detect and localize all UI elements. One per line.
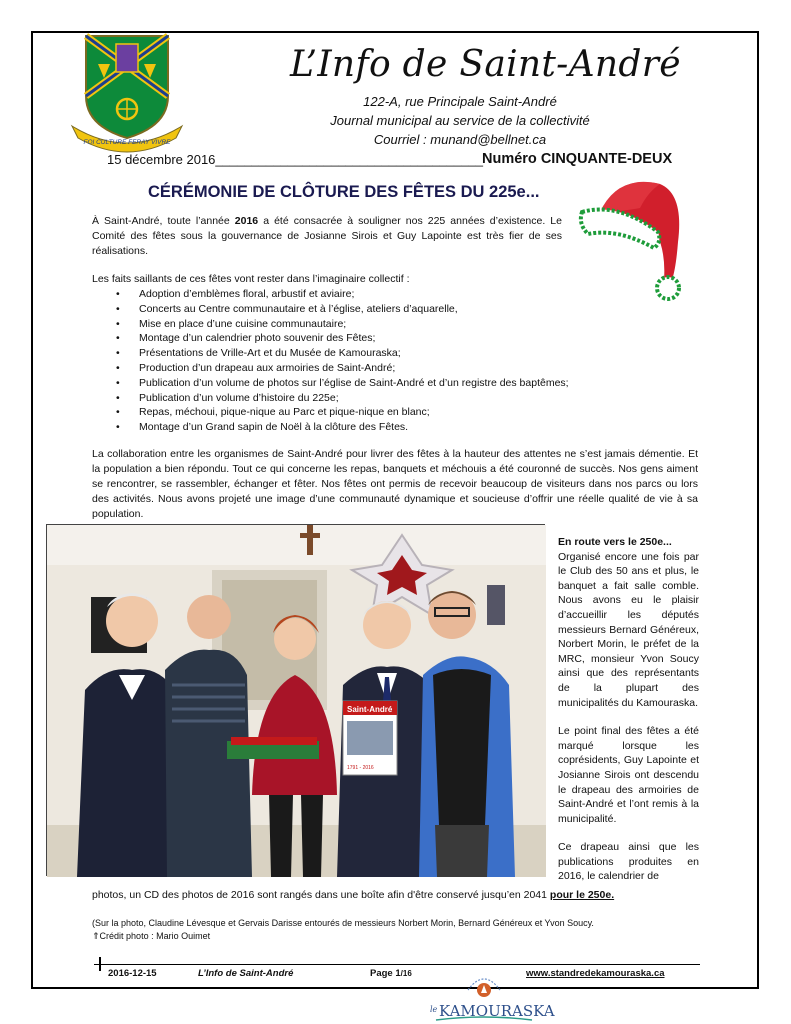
footer-rule-tick [99,957,101,971]
intro-paragraph: À Saint-André, toute l’année 2016 a été consacrée à souligner nos 225 années d’existence. Le Comité des fêtes sous la gouvernance de Josianne Sirois et Guy Lapointe est très fier de ses réalisations. [92,215,562,257]
fact-item: • Présentations de Vrille-Art et du Musée de Kamouraska; [116,346,616,361]
santa-hat-icon [578,172,690,304]
continuation-paragraph: photos, un CD des photos de 2016 sont rangés dans une boîte afin d'être conservé jusqu’en 2041 pour le 250e. [92,889,615,901]
article-heading: CÉRÉMONIE DE CLÔTURE DES FÊTES DU 225e... [148,183,540,201]
fact-item: • Publication d’un volume de photos sur l’église de Saint-André et d’un registre des baptêmes; [116,376,616,391]
svg-text:FOI CULTURE FERAY VIVRE: FOI CULTURE FERAY VIVRE [83,139,171,146]
municipal-crest-icon [68,34,186,154]
tagline: Journal municipal au service de la collectivité [330,113,590,128]
book-years: 1791 - 2016 [347,765,374,771]
newsletter-title: L’Info de Saint-André [290,44,681,85]
facts-intro: Les faits saillants de ces fêtes vont rester dans l’imaginaire collectif : [92,273,410,285]
book-title: Saint-André [347,705,393,714]
photo-caption [92,917,698,943]
logo-prefix: le [430,1005,438,1014]
facts-list [116,287,616,435]
footer-page-number: Page 1/16 [370,968,412,979]
logo-text: KAMOURASKA [439,1002,555,1020]
fact-item: • Repas, méchoui, pique-nique au Parc et pique-nique en blanc; [116,405,616,420]
sidebar-paragraph-3: Ce drapeau ainsi que les publications produites en 2016, le calendrier de [558,841,699,883]
kamouraska-logo-icon [428,972,555,1022]
photo-credit: ⇑Crédit photo : Mario Ouimet [92,931,211,941]
collaboration-paragraph: La collaboration entre les organismes de Saint-André pour livrer des fêtes à la hauteur des attentes ne s’est jamais démentie. Et la population a bien répondu. Tout ce qui concerne les repas, banquets et méchouis a été couronné de succès. Nos gens aiment se rencontrer, se rassembler, échanger et fêter. Nos fêtes ont permis de recevoir beaucoup de visiteurs dans nos parcs ou lors des activités. Nous avons projeté une image d’une communauté dynamique et soucieuse d’offrir une réelle qualité de vie à sa population. [92,448,698,520]
footer-publication-name: L’Info de Saint-André [198,968,294,979]
sidebar-title: En route vers le 250e... [558,536,672,548]
sidebar-column [558,535,699,884]
caption-text: (Sur la photo, Claudine Lévesque et Gervais Darisse entourés de messieurs Norbert Morin, Bernard Généreux et Yvon Soucy. [92,918,594,928]
fact-item: • Publication d’un volume d’histoire du 225e; [116,391,616,406]
issue-date: 15 décembre 2016_____________________________________ [107,152,483,167]
fact-item: • Montage d’un Grand sapin de Noël à la clôture des Fêtes. [116,420,616,435]
fact-item: • Adoption d’emblèmes floral, arbustif et aviaire; [116,287,616,302]
sidebar-paragraph-1: Organisé encore une fois par le Club des 50 ans et plus, le banquet a fait salle comble. Nous avons eu le plaisir d’accueillir les députés messieurs Bernard Généreux, Norbert Morin, le préfet de la MRC, monsieur Yvon Soucy ainsi que des représentants de la plupart des municipalités du Kamouraska. [558,550,699,709]
fact-item: • Concerts au Centre communautaire et à l’église, ateliers d’aquarelle, [116,302,616,317]
email-line: Courriel : munand@bellnet.ca [373,132,547,147]
address-line: 122-A, rue Principale Saint-André [363,94,557,109]
footer-date: 2016-12-15 [108,968,157,979]
ceremony-photo-illustration [47,525,546,877]
issue-number: Numéro CINQUANTE-DEUX [482,151,673,167]
ceremony-photo [46,524,545,876]
continuation-emphasis: pour le 250e. [549,889,615,901]
fact-item: • Mise en place d’une cuisine communautaire; [116,317,616,332]
fact-item: • Production d’un drapeau aux armoiries de Saint-André; [116,361,616,376]
sidebar-paragraph-2: Le point final des fêtes a été marqué lorsque les coprésidents, Guy Lapointe et Josianne Sirois ont descendu le drapeau des armoiries de Saint-André et l’ont remis à la municipalité. [558,725,699,825]
fact-item: • Montage d’un calendrier photo souvenir des Fêtes; [116,331,616,346]
footer-rule [94,964,700,965]
footer-website-link[interactable]: www.standredekamouraska.ca [526,968,665,979]
